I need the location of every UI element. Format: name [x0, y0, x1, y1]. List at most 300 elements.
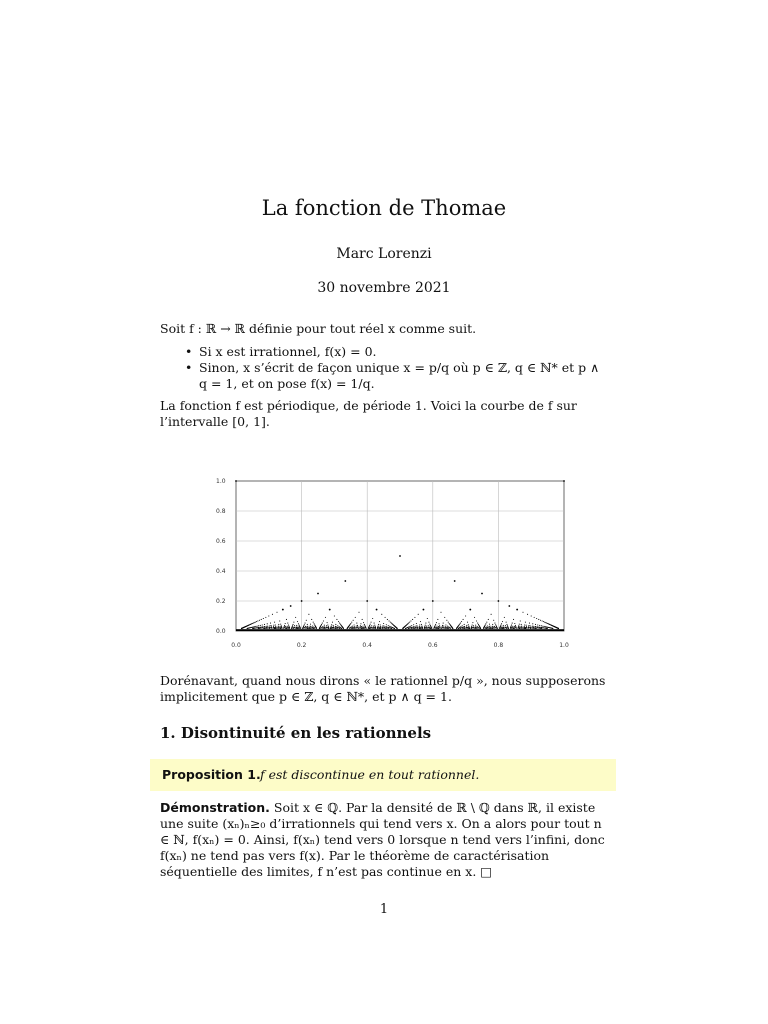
data-point	[356, 625, 357, 626]
data-point	[358, 628, 359, 629]
data-point	[320, 628, 321, 629]
data-point	[405, 628, 406, 629]
data-point	[327, 622, 328, 623]
data-point	[261, 619, 262, 620]
data-point	[428, 622, 429, 623]
data-point	[428, 625, 429, 626]
data-point	[359, 628, 360, 629]
data-point	[431, 628, 432, 629]
data-point	[426, 626, 427, 627]
data-point	[464, 624, 465, 625]
data-point	[259, 627, 260, 628]
data-point	[489, 624, 490, 625]
data-point	[305, 628, 306, 629]
data-point	[429, 624, 430, 625]
data-point	[438, 623, 439, 624]
data-point	[430, 628, 431, 629]
data-point	[494, 626, 495, 627]
data-point	[256, 621, 257, 622]
data-point	[258, 628, 259, 629]
data-point	[361, 628, 362, 629]
data-point	[399, 555, 401, 557]
data-point	[341, 628, 342, 629]
data-point	[472, 624, 473, 625]
x-tick-label: 0.2	[296, 642, 307, 649]
data-point	[420, 627, 421, 628]
data-point	[355, 628, 356, 629]
data-point	[541, 628, 542, 629]
data-point	[324, 628, 325, 629]
data-point	[278, 624, 279, 625]
data-point	[539, 627, 540, 628]
data-point	[477, 628, 478, 629]
data-point	[452, 628, 453, 629]
data-point	[533, 626, 534, 627]
data-point	[355, 617, 356, 618]
data-point	[323, 620, 324, 621]
data-point	[292, 624, 293, 625]
data-point	[358, 612, 359, 613]
periodicity-paragraph: La fonction f est périodique, de période 1. Voici la courbe de f sur l’intervalle [0, 1].	[160, 398, 577, 429]
data-point	[298, 628, 299, 629]
data-point	[333, 625, 334, 626]
page-number: 1	[379, 902, 389, 917]
data-point	[425, 625, 426, 626]
data-point	[410, 620, 411, 621]
data-point	[412, 619, 413, 620]
data-point	[363, 628, 364, 629]
data-point	[504, 627, 505, 628]
data-point	[467, 622, 468, 623]
data-point	[528, 625, 529, 626]
data-point	[377, 628, 378, 629]
data-point	[382, 628, 383, 629]
data-point	[360, 625, 361, 626]
data-point	[436, 628, 437, 629]
data-point	[448, 622, 449, 623]
thomae-plot	[196, 468, 588, 658]
data-point	[440, 628, 441, 629]
data-point	[329, 609, 331, 611]
data-point	[383, 623, 384, 624]
data-point	[502, 621, 503, 622]
data-point	[413, 624, 414, 625]
data-point	[535, 624, 536, 625]
data-point	[343, 628, 344, 629]
data-point	[477, 626, 478, 627]
data-point	[374, 628, 375, 629]
data-point	[254, 622, 255, 623]
data-point	[280, 624, 281, 625]
data-point	[386, 626, 387, 627]
document-title: La fonction de Thomae	[261, 196, 507, 220]
data-point	[351, 628, 352, 629]
proposition-text: f est discontinue en tout rationnel.	[260, 767, 480, 782]
data-point	[255, 622, 256, 623]
data-point	[261, 628, 262, 629]
data-point	[493, 620, 494, 621]
data-point	[534, 617, 535, 618]
data-point	[511, 624, 512, 625]
data-point	[305, 623, 306, 624]
proof-label: Démonstration.	[160, 800, 270, 815]
data-point	[532, 626, 533, 627]
proposition-label: Proposition 1.	[162, 767, 261, 782]
data-point	[386, 624, 387, 625]
data-point	[387, 619, 388, 620]
data-point	[283, 628, 284, 629]
data-point	[302, 628, 303, 629]
data-point	[488, 626, 489, 627]
data-point	[416, 625, 417, 626]
data-point	[299, 628, 300, 629]
data-point	[349, 628, 350, 629]
data-point	[411, 625, 412, 626]
data-point	[510, 628, 511, 629]
definition-list	[185, 344, 608, 392]
data-point	[413, 626, 414, 627]
data-point	[519, 628, 520, 629]
data-point	[427, 628, 428, 629]
y-tick-label: 1.0	[216, 478, 226, 485]
data-point	[508, 628, 509, 629]
data-point	[463, 619, 464, 620]
data-point	[506, 628, 507, 629]
data-point	[444, 617, 445, 618]
data-point	[308, 628, 309, 629]
data-point	[247, 628, 248, 629]
x-tick-label: 0.6	[428, 642, 438, 649]
data-point	[339, 628, 340, 629]
data-point	[443, 623, 444, 624]
data-point	[378, 625, 379, 626]
dense-band	[236, 629, 564, 631]
data-point	[519, 626, 520, 627]
data-point	[488, 619, 489, 620]
data-point	[295, 617, 296, 618]
data-point	[273, 625, 274, 626]
data-point	[312, 625, 313, 626]
data-point	[427, 618, 428, 619]
data-point	[289, 628, 290, 629]
data-point	[351, 622, 352, 623]
data-point	[306, 620, 307, 621]
data-point	[297, 628, 298, 629]
data-point	[426, 628, 427, 629]
data-point	[544, 626, 545, 627]
data-point	[321, 624, 322, 625]
data-point	[364, 624, 365, 625]
data-point	[326, 625, 327, 626]
data-point	[310, 628, 311, 629]
data-point	[276, 612, 277, 613]
data-point	[264, 626, 265, 627]
data-point	[414, 617, 415, 618]
data-point	[503, 628, 504, 629]
list-item	[185, 344, 608, 360]
data-point	[425, 623, 426, 624]
data-point	[484, 628, 485, 629]
data-point	[478, 624, 479, 625]
data-point	[469, 609, 471, 611]
data-point	[513, 628, 514, 629]
data-point	[501, 623, 502, 624]
data-point	[271, 628, 272, 629]
data-point	[512, 623, 513, 624]
data-point	[463, 628, 464, 629]
data-point	[353, 627, 354, 628]
data-point	[536, 618, 537, 619]
data-point	[522, 628, 523, 629]
data-point	[327, 624, 328, 625]
data-point	[480, 628, 481, 629]
data-point	[309, 628, 310, 629]
data-point	[380, 624, 381, 625]
data-point	[284, 625, 285, 626]
data-point	[366, 628, 367, 629]
data-point	[373, 626, 374, 627]
data-point	[472, 622, 473, 623]
data-point	[293, 622, 294, 623]
data-point	[448, 628, 449, 629]
y-tick-label: 0.8	[216, 508, 226, 515]
data-point	[267, 626, 268, 627]
data-point	[335, 624, 336, 625]
data-point	[274, 628, 275, 629]
data-point	[323, 628, 324, 629]
data-point	[311, 619, 312, 620]
data-point	[312, 628, 313, 629]
data-point	[454, 580, 456, 582]
data-point	[361, 626, 362, 627]
data-point	[538, 627, 539, 628]
data-point	[360, 623, 361, 624]
data-point	[287, 623, 288, 624]
data-point	[337, 625, 338, 626]
data-point	[532, 623, 533, 624]
data-point	[366, 600, 368, 602]
data-point	[530, 628, 531, 629]
data-point	[518, 625, 519, 626]
data-point	[491, 614, 492, 615]
data-point	[535, 626, 536, 627]
section-heading: 1. Disontinuité en les rationnels	[160, 724, 432, 742]
data-point	[493, 626, 494, 627]
data-point	[310, 624, 311, 625]
x-tick-label: 0.4	[362, 642, 372, 649]
data-point	[462, 628, 463, 629]
data-point	[528, 628, 529, 629]
data-point	[291, 628, 292, 629]
data-point	[423, 609, 425, 611]
data-point	[325, 628, 326, 629]
data-point	[297, 621, 298, 622]
data-point	[503, 625, 504, 626]
data-point	[381, 614, 382, 615]
data-point	[466, 628, 467, 629]
data-point	[272, 614, 273, 615]
data-point	[259, 620, 260, 621]
data-point	[373, 628, 374, 629]
data-point	[362, 619, 363, 620]
data-point	[460, 626, 461, 627]
data-point	[525, 628, 526, 629]
data-point	[317, 593, 319, 595]
data-point	[432, 600, 434, 602]
data-point	[308, 614, 309, 615]
data-point	[458, 628, 459, 629]
data-point	[456, 628, 457, 629]
data-point	[474, 617, 475, 618]
data-point	[424, 628, 425, 629]
data-point	[508, 605, 510, 607]
data-point	[419, 627, 420, 628]
data-point	[279, 620, 280, 621]
data-point	[420, 621, 421, 622]
data-point	[524, 624, 525, 625]
data-point	[465, 615, 466, 616]
data-point	[285, 628, 286, 629]
data-point	[481, 593, 483, 595]
data-point	[429, 628, 430, 629]
data-point	[504, 617, 505, 618]
data-point	[350, 623, 351, 624]
data-point	[543, 621, 544, 622]
data-point	[280, 628, 281, 629]
data-point	[522, 612, 523, 613]
data-point	[491, 628, 492, 629]
data-point	[494, 623, 495, 624]
data-point	[419, 628, 420, 629]
data-point	[338, 621, 339, 622]
data-point	[325, 617, 326, 618]
data-point	[357, 625, 358, 626]
data-point	[512, 626, 513, 627]
data-point	[362, 626, 363, 627]
data-point	[294, 625, 295, 626]
data-point	[537, 627, 538, 628]
data-point	[521, 624, 522, 625]
list-item-text: Sinon, x s’écrit de façon unique x = p/q où p ∈ ℤ, q ∈ ℕ* et p ∧ q = 1, et on pose f(x) = 1/q.	[199, 360, 600, 391]
data-point	[446, 627, 447, 628]
data-point	[285, 626, 286, 627]
data-point	[558, 628, 559, 629]
data-point	[471, 628, 472, 629]
data-point	[536, 628, 537, 629]
x-tick-label: 0.8	[493, 642, 504, 649]
data-point	[408, 623, 409, 624]
data-point	[490, 628, 491, 629]
data-point	[461, 621, 462, 622]
data-point	[269, 628, 270, 629]
document-author: Marc Lorenzi	[336, 246, 432, 262]
data-point	[385, 617, 386, 618]
data-point	[339, 623, 340, 624]
data-point	[397, 628, 398, 629]
data-point	[266, 628, 267, 629]
data-point	[307, 624, 308, 625]
data-point	[563, 480, 565, 482]
data-point	[498, 600, 500, 602]
data-point	[519, 624, 520, 625]
data-point	[328, 628, 329, 629]
data-point	[269, 625, 270, 626]
data-point	[542, 620, 543, 621]
data-point	[266, 626, 267, 627]
x-tick-label: 0.0	[231, 642, 241, 649]
y-tick-label: 0.2	[216, 598, 226, 605]
data-point	[439, 625, 440, 626]
data-point	[479, 628, 480, 629]
data-point	[415, 626, 416, 627]
data-point	[445, 624, 446, 625]
data-point	[444, 628, 445, 629]
x-tick-label: 1.0	[559, 642, 569, 649]
data-point	[500, 628, 501, 629]
data-point	[333, 628, 334, 629]
data-point	[368, 628, 369, 629]
bullet-icon: •	[185, 360, 193, 375]
data-point	[487, 628, 488, 629]
proof-text: Soit x ∈ ℚ. Par la densité de ℝ \ ℚ dans ℝ, il existe une suite (xₙ)ₙ≥₀ d’irrationnels qui tend vers x. On a alors pour tout n ∈ ℕ, f(xₙ) = 0. Ainsi, f(xₙ) tend vers 0 lorsque n tend vers l’infini, donc f(xₙ) ne tend pas vers f(x). Par le théorème de caractérisation séquentielle des limites, f n’est pas continue en x. □	[160, 800, 605, 879]
data-point	[492, 628, 493, 629]
data-point	[506, 622, 507, 623]
data-point	[254, 626, 255, 627]
data-point	[441, 628, 442, 629]
data-point	[310, 626, 311, 627]
data-point	[410, 626, 411, 627]
data-point	[495, 628, 496, 629]
data-point	[306, 626, 307, 627]
data-point	[262, 627, 263, 628]
data-point	[305, 626, 306, 627]
data-point	[486, 628, 487, 629]
data-point	[542, 626, 543, 627]
data-point	[517, 628, 518, 629]
data-point	[337, 628, 338, 629]
data-point	[253, 626, 254, 627]
data-point	[352, 626, 353, 627]
data-point	[546, 626, 547, 627]
data-point	[516, 628, 517, 629]
data-point	[541, 625, 542, 626]
data-point	[374, 623, 375, 624]
data-point	[314, 628, 315, 629]
data-point	[435, 624, 436, 625]
data-point	[526, 628, 527, 629]
data-point	[389, 626, 390, 627]
data-point	[499, 628, 500, 629]
data-point	[421, 625, 422, 626]
data-point	[436, 622, 437, 623]
data-point	[422, 628, 423, 629]
data-point	[301, 600, 303, 602]
data-point	[371, 622, 372, 623]
data-point	[475, 625, 476, 626]
y-tick-label: 0.0	[216, 628, 226, 635]
data-point	[447, 628, 448, 629]
data-point	[469, 628, 470, 629]
data-point	[287, 626, 288, 627]
data-point	[436, 626, 437, 627]
data-point	[409, 622, 410, 623]
data-point	[476, 628, 477, 629]
data-point	[530, 625, 531, 626]
data-point	[294, 627, 295, 628]
data-point	[460, 623, 461, 624]
data-point	[415, 628, 416, 629]
data-point	[307, 628, 308, 629]
